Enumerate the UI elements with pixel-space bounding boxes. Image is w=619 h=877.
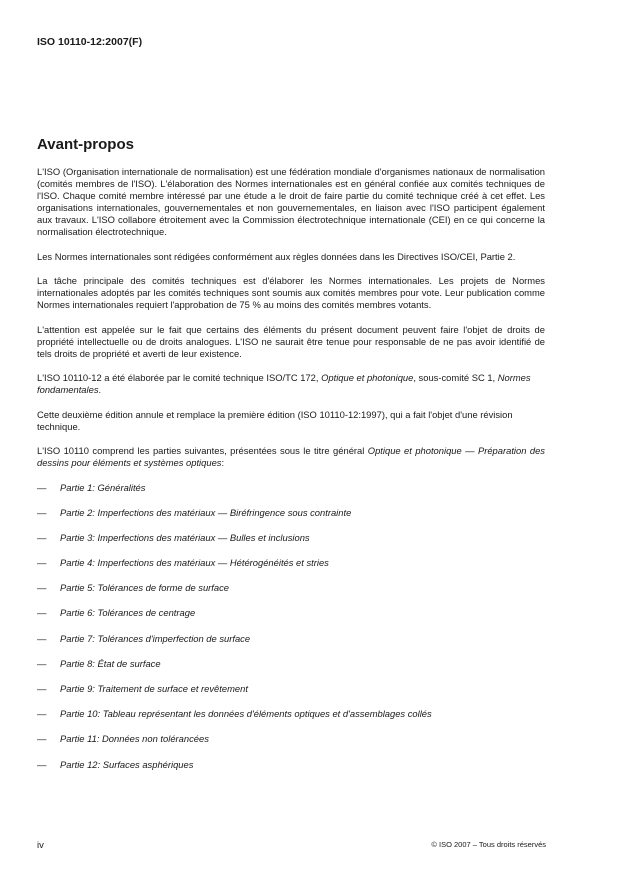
list-item	[37, 633, 545, 658]
list-item	[37, 557, 545, 582]
paragraph-iso-intro: L'ISO (Organisation internationale de normalisation) est une fédération mondiale d'organismes nationaux de normalisation (comités membres de l'ISO). L'élaboration des Normes internationales est en général confiée aux comités techniques de l'ISO. Chaque comité membre intéressé par une étude a le droit de faire partie du comité technique créé à cet effet. Les organisations internationales, gouvernementales et non gouvernementales, en liaison avec l'ISO participent également aux travaux. L'ISO collabore étroitement avec la Commission électrotechnique internationale (CEI) en ce qui concerne la normalisation électrotechnique.	[37, 166, 545, 237]
paragraph-patent-rights: L'attention est appelée sur le fait que certains des éléments du présent document peuvent faire l'objet de droits de propriété intellectuelle ou de droits analogues. L'ISO ne saurait être tenue pour responsable de ne pas avoir identifié de tels droits de propriété et averti de leur existence.	[37, 323, 545, 359]
text-run: , sous-comité SC 1,	[413, 372, 498, 383]
paragraph-directives: Les Normes internationales sont rédigées conformément aux règles données dans les Directives ISO/CEI, Partie 2.	[37, 250, 516, 262]
committee-name: Optique et photonique	[321, 372, 414, 383]
part-label: Partie 8: État de surface	[60, 657, 161, 669]
list-item	[37, 582, 545, 607]
part-label: Partie 10: Tableau représentant les données d'éléments optiques et d'assemblages collés	[60, 708, 432, 720]
em-dash-bullet: —	[37, 506, 47, 518]
part-label: Partie 6: Tolérances de centrage	[60, 607, 196, 619]
general-title: Optique et photonique — Préparation des dessins pour éléments et systèmes optiques	[37, 445, 545, 468]
em-dash-bullet: —	[37, 557, 47, 569]
text-run: :	[221, 457, 225, 468]
list-item	[37, 482, 545, 507]
part-label: Partie 9: Traitement de surface et revêtement	[60, 683, 248, 694]
list-item	[37, 759, 545, 784]
part-label: Partie 7: Tolérances d'imperfection de surface	[60, 632, 251, 644]
em-dash-bullet: —	[37, 531, 47, 543]
paragraph-technical-committees: La tâche principale des comités techniques est d'élaborer les Normes internationales. Les projets de Normes internationales adoptés par les comités techniques sont soumis aux comités membres pour vote. Leur publication comme Normes internationales requiert l'approbation de 75 % au moins des comités membres votants.	[37, 275, 545, 310]
part-label: Partie 3: Imperfections des matériaux — Bulles et inclusions	[60, 531, 310, 543]
list-item	[37, 683, 545, 708]
list-item	[37, 733, 545, 758]
text-run: .	[98, 384, 102, 395]
document-id-header: ISO 10110-12:2007(F)	[37, 36, 143, 48]
list-item	[37, 532, 545, 557]
list-item	[37, 708, 545, 733]
part-label: Partie 5: Tolérances de forme de surface	[60, 582, 230, 594]
part-label: Partie 12: Surfaces asphériques	[60, 758, 194, 770]
em-dash-bullet: —	[37, 481, 47, 493]
em-dash-bullet: —	[37, 683, 47, 694]
list-item	[37, 607, 545, 632]
paragraph-parts-intro	[37, 445, 545, 469]
em-dash-bullet: —	[37, 708, 47, 720]
parts-list	[37, 482, 545, 784]
text-run: L'ISO 10110 comprend les parties suivantes, présentées sous le titre général	[37, 445, 368, 456]
em-dash-bullet: —	[37, 657, 47, 669]
em-dash-bullet: —	[37, 758, 47, 770]
page-number: iv	[37, 840, 44, 851]
list-item	[37, 658, 545, 683]
section-title: Avant-propos	[37, 136, 134, 153]
text-run: L'ISO 10110-12 a été élaborée par le comité technique ISO/TC 172,	[37, 372, 322, 383]
part-label: Partie 11: Données non tolérancées	[60, 733, 209, 745]
list-item	[37, 507, 545, 532]
part-label: Partie 2: Imperfections des matériaux — Biréfringence sous contrainte	[60, 506, 352, 518]
em-dash-bullet: —	[37, 733, 47, 745]
foreword-body	[37, 166, 545, 784]
em-dash-bullet: —	[37, 607, 47, 619]
paragraph-prepared-by	[37, 372, 545, 396]
em-dash-bullet: —	[37, 582, 47, 594]
copyright-notice: © ISO 2007 – Tous droits réservés	[431, 840, 546, 849]
paragraph-edition: Cette deuxième édition annule et remplace la première édition (ISO 10110-12:1997), qui a fait l'objet d'une révision technique.	[37, 408, 513, 432]
part-label: Partie 1: Généralités	[60, 481, 146, 493]
em-dash-bullet: —	[37, 632, 47, 644]
subcommittee-name: Normes fondamentales	[37, 372, 531, 395]
part-label: Partie 4: Imperfections des matériaux — Hétérogénéités et stries	[60, 557, 329, 569]
